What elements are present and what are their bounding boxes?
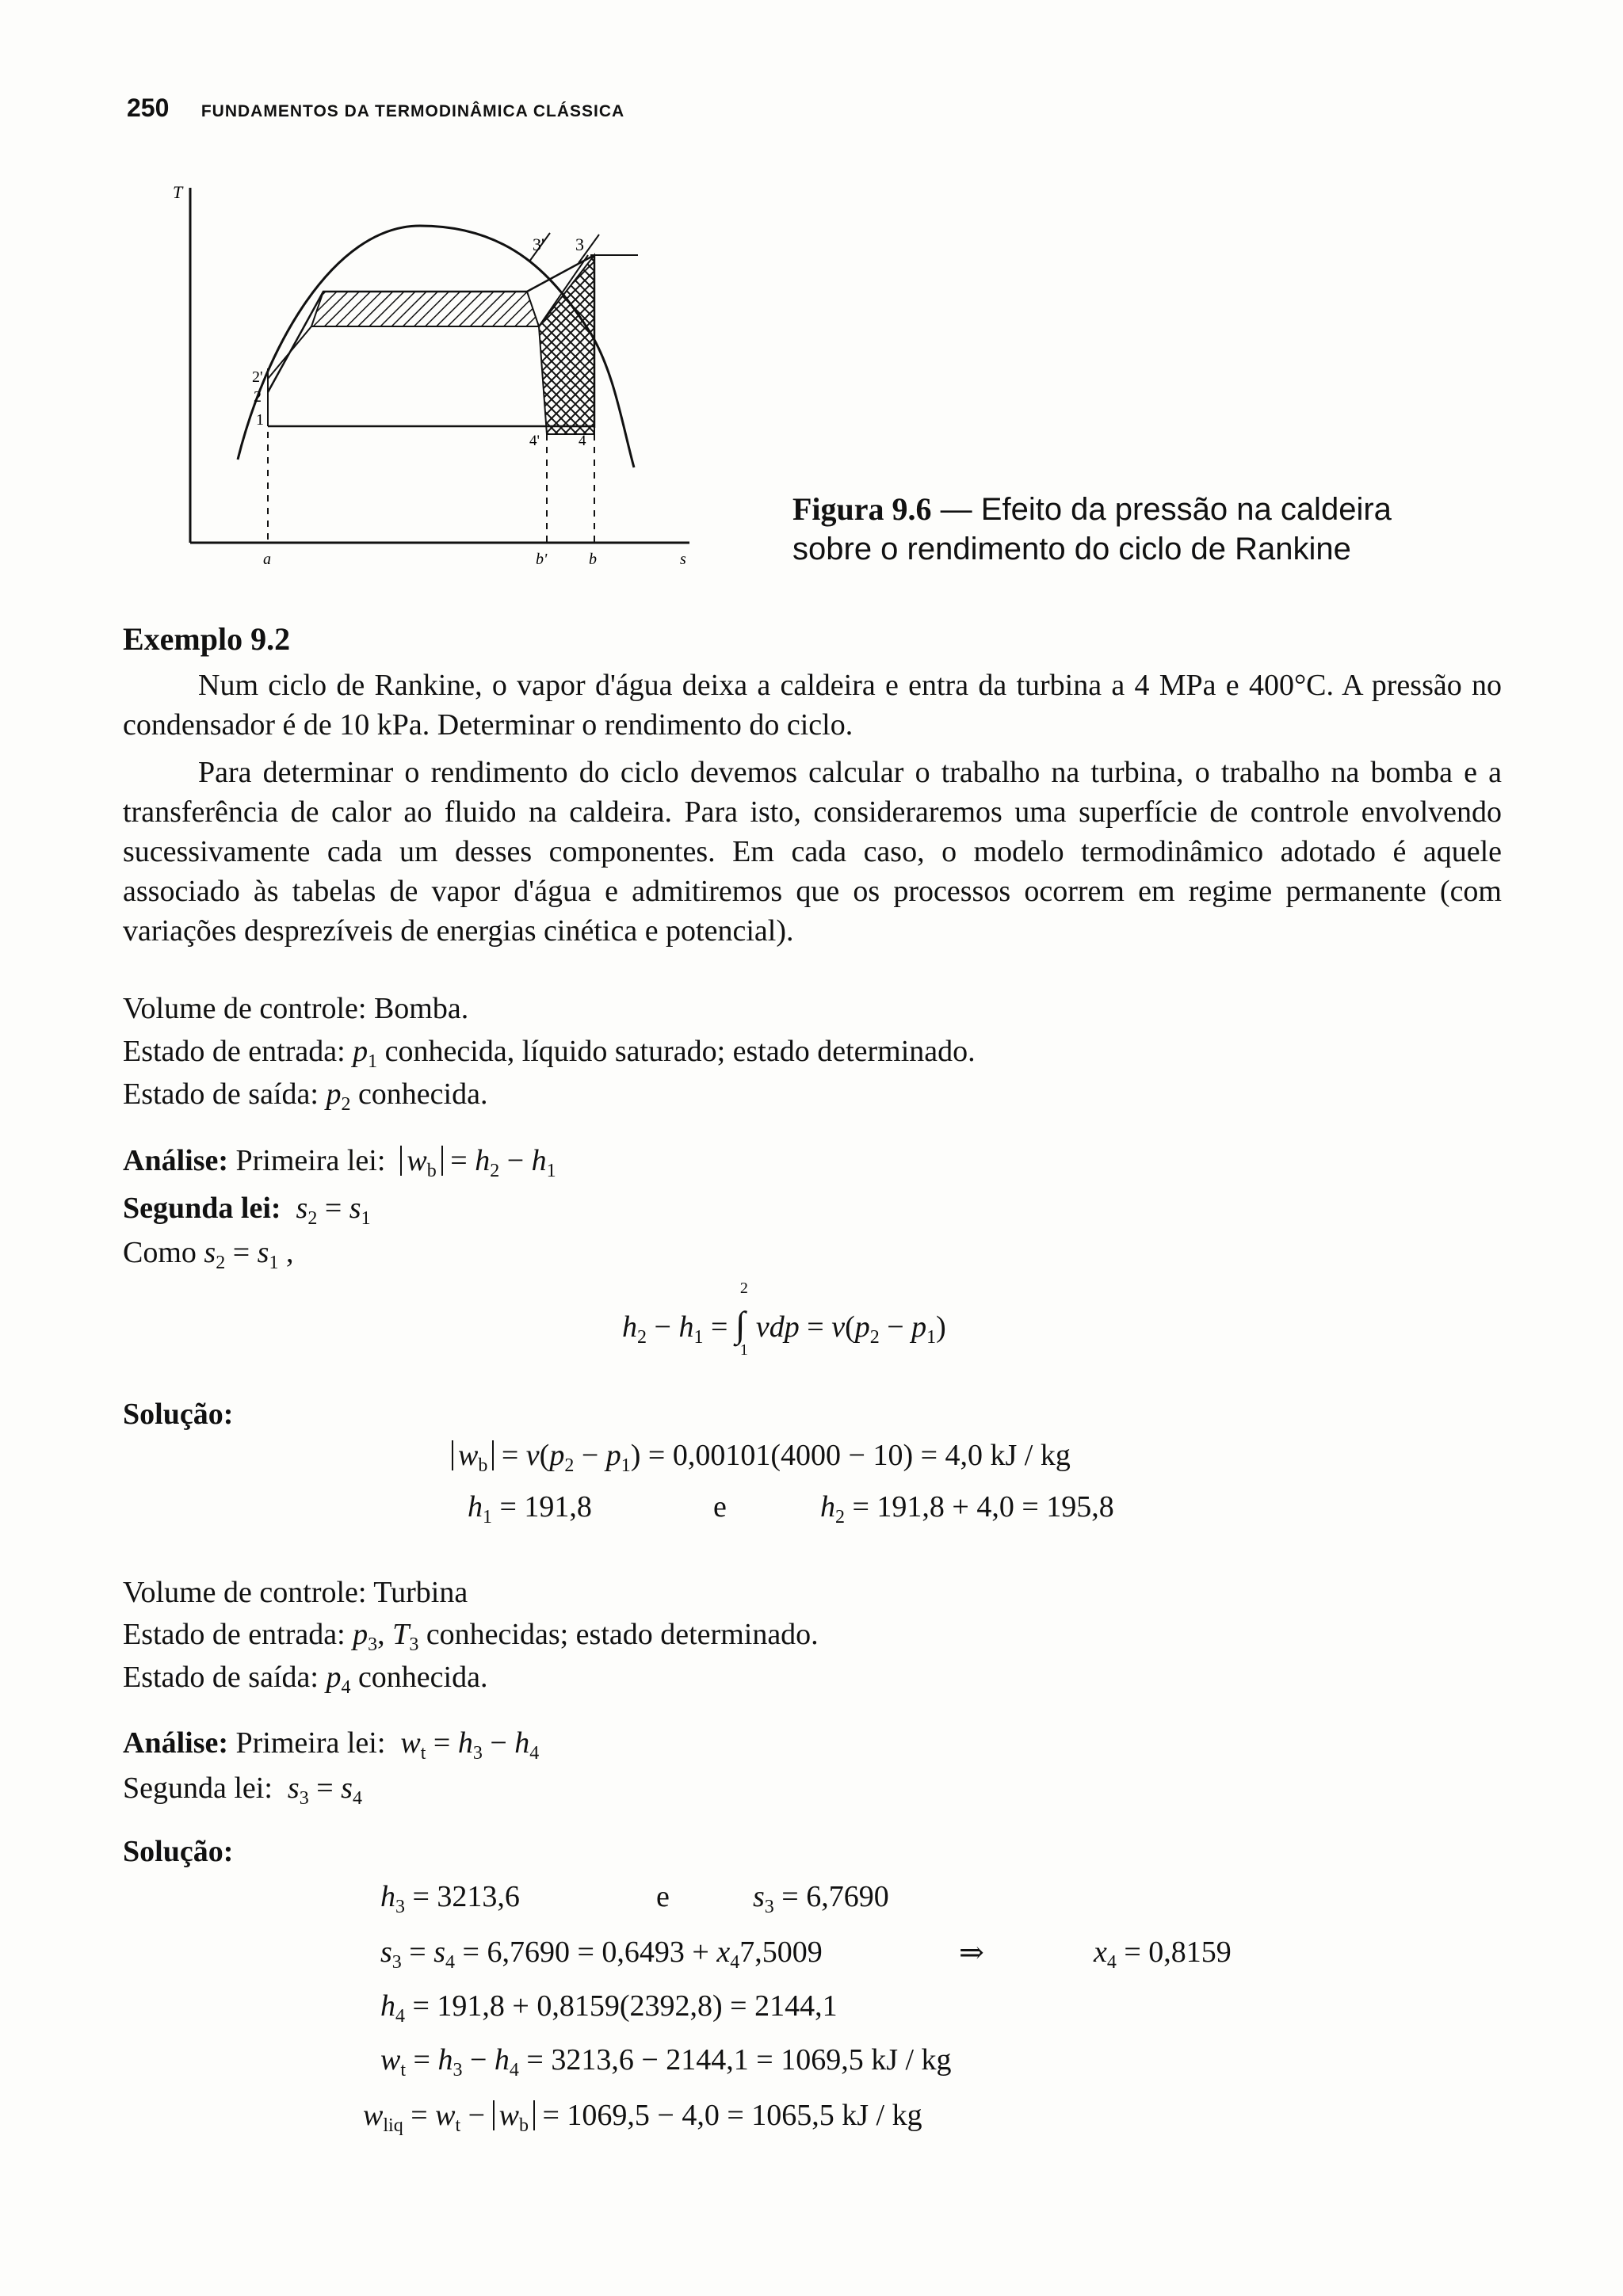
label-4: 4 (579, 433, 586, 449)
turbine-second-law-label: Segunda lei: (123, 1772, 273, 1805)
pump-second-law-label: Segunda lei: (123, 1192, 281, 1225)
turbine-out-label: Estado de saída: (123, 1661, 319, 1694)
pump-in-label: Estado de entrada: (123, 1035, 346, 1068)
crosshatched-area (539, 255, 594, 434)
turbine-inlet-state: Estado de entrada: $p_3$, $T_3$ conhecidas; estado determinado. (123, 1618, 819, 1655)
turbine-x4: $x_4 = 0,8159$ (1094, 1936, 1232, 1973)
net-work: $w_{liq} = w_t - w_b = 1069,5 - 4,0 = 1065,5$ kJ / kg (363, 2099, 922, 2136)
label-3: 3 (575, 235, 584, 254)
caption-label: Figura 9.6 (792, 491, 932, 527)
pump-h2: $h_2 = 191,8 + 4,0 = 195,8$ (820, 1490, 1114, 1527)
turbine-control-volume (123, 1573, 468, 1612)
pump-out-label: Estado de saída: (123, 1077, 319, 1111)
pump-vc-label: Volume de controle: (123, 992, 367, 1025)
turbine-analysis-label: Análise: (123, 1726, 228, 1760)
pump-como-label: Como (123, 1236, 197, 1269)
turbine-out-text: conhecida. (357, 1661, 488, 1694)
turbine-vc-value: Turbina (373, 1576, 468, 1609)
implies-arrow: ⇒ (959, 1936, 984, 1970)
turbine-wt-value: = 3213,6 − 2144,1 = 1069,5 kJ / kg (526, 2043, 952, 2077)
pump-in-text: conhecida, líquido saturado; estado determinado. (384, 1035, 976, 1068)
turbine-wliq-value: = 1069,5 − 4,0 = 1065,5 kJ / kg (542, 2099, 922, 2132)
tick-b: b (589, 551, 597, 568)
pump-como: Como $s_2 = s_1$ , (123, 1236, 294, 1273)
pump-control-volume (123, 989, 468, 1028)
pump-and: e (713, 1490, 727, 1524)
turbine-second-law: Segunda lei: $s_3 = s_4$ (123, 1772, 362, 1809)
label-2prime: 2' (252, 368, 263, 386)
label-4prime: 4' (529, 433, 540, 449)
turbine-x4-value: = 0,8159 (1124, 1936, 1232, 1969)
hatched-area (311, 292, 539, 326)
example-statement: Num ciclo de Rankine, o vapor d'água deixa a caldeira e entra da turbina a 4 MPa e 400°C. A pressão no condensador é de 10 kPa. Determinar o rendimento do ciclo. (123, 669, 1502, 742)
turbine-s34-value: = 6,7690 = 0,6493 + (462, 1936, 709, 1969)
turbine-h4-value: = 191,8 + 0,8159(2392,8) = 2144,1 (412, 1989, 838, 2023)
turbine-and: e (656, 1880, 670, 1913)
s-axis-label: s (680, 551, 686, 568)
tick-bprime: b' (536, 551, 548, 568)
example-title: Exemplo 9.2 (123, 621, 291, 657)
pump-first-law-label: Primeira lei: (235, 1144, 386, 1177)
running-header (127, 93, 624, 123)
pump-inlet-state: Estado de entrada: $p_1$ conhecida, líquido saturado; estado determinado. (123, 1035, 976, 1072)
t-axis-label: T (173, 182, 183, 202)
turbine-first-law-label: Primeira lei: (235, 1726, 386, 1760)
figure-caption (792, 490, 1442, 569)
turbine-h4: $h_4 = 191,8 + 0,8159(2392,8) = 2144,1$ (380, 1989, 838, 2027)
pump-vc-value: Bomba. (373, 992, 469, 1025)
label-2: 2 (254, 388, 262, 406)
turbine-s3: $s_3 = 6,7690$ (753, 1880, 889, 1917)
pump-outlet-state: Estado de saída: $p_2$ conhecida. (123, 1077, 488, 1115)
turbine-h3-value: = 3213,6 (412, 1880, 520, 1913)
pump-work-result: = 0,00101(4000 − 10) = 4,0 kJ / kg (647, 1439, 1071, 1472)
caption-text: — Efeito da pressão na caldeira sobre o rendimento do ciclo de Rankine (792, 492, 1392, 566)
turbine-solution-label: Solução: (123, 1835, 234, 1868)
pump-solution-label: Solução: (123, 1398, 234, 1431)
pump-h1: $h_1 = 191,8$ (468, 1490, 592, 1527)
pump-first-law: Análise: Primeira lei: $w_b = h_2 - h_1$ (123, 1144, 556, 1181)
page-number: 250 (127, 93, 170, 122)
label-3prime: 3' (533, 235, 544, 254)
example-intro: Para determinar o rendimento do ciclo devemos calcular o trabalho na turbina, o trabalho na bomba e a transferência de calor ao fluido na caldeira. Para isto, consideraremos uma superfície de controle envolvendo sucessivamente cada um desses componentes. Em cada caso, o modelo termodinâmico adotado é aquele associado às tabelas de vapor d'água e admitiremos que os processos ocorrem em regime permanente (com variações desprezíveis de energias cinética e potencial). (123, 756, 1502, 948)
pump-out-text: conhecida. (357, 1077, 488, 1111)
ts-diagram (158, 178, 729, 574)
turbine-h3: $h_3 = 3213,6$ (380, 1880, 520, 1917)
turbine-x4-term: 7,5009 (739, 1936, 823, 1969)
running-title: FUNDAMENTOS DA TERMODINÂMICA CLÁSSICA (200, 102, 625, 120)
pump-integral-equation: $h_2 - h_1$ = 2 ∫ 1 vdp = $v(p_2 - p_1)$ (622, 1280, 946, 1359)
pump-h1-value: = 191,8 (499, 1490, 592, 1524)
pump-analysis-label: Análise: (123, 1144, 228, 1177)
turbine-in-label: Estado de entrada: (123, 1618, 346, 1651)
pump-second-law: Segunda lei: $s_2 = s_1$ (123, 1192, 371, 1229)
tick-a: a (263, 551, 271, 568)
turbine-first-law: Análise: Primeira lei: $w_t = h_3 - h_4$ (123, 1726, 540, 1764)
turbine-in-text: conhecidas; estado determinado. (426, 1618, 819, 1651)
pump-h2-value: = 191,8 + 4,0 = 195,8 (852, 1490, 1114, 1524)
turbine-s3-value: = 6,7690 (781, 1880, 889, 1913)
turbine-work: $w_t = h_3 - h_4 = 3213,6 - 2144,1 = 1069,5$ kJ / kg (380, 2043, 952, 2081)
turbine-s3-s4-equation: $s_3 = s_4 = 6,7690 = 0,6493 + x_47,5009$ (380, 1936, 823, 1973)
pump-work-equation: $w_b = v(p_2 - p_1) = 0,00101(4000 - 10) = 4,0$ kJ / kg (452, 1438, 1071, 1473)
turbine-vc-label: Volume de controle: (123, 1576, 367, 1609)
turbine-outlet-state: Estado de saída: $p_4$ conhecida. (123, 1661, 488, 1698)
label-1: 1 (256, 411, 264, 429)
